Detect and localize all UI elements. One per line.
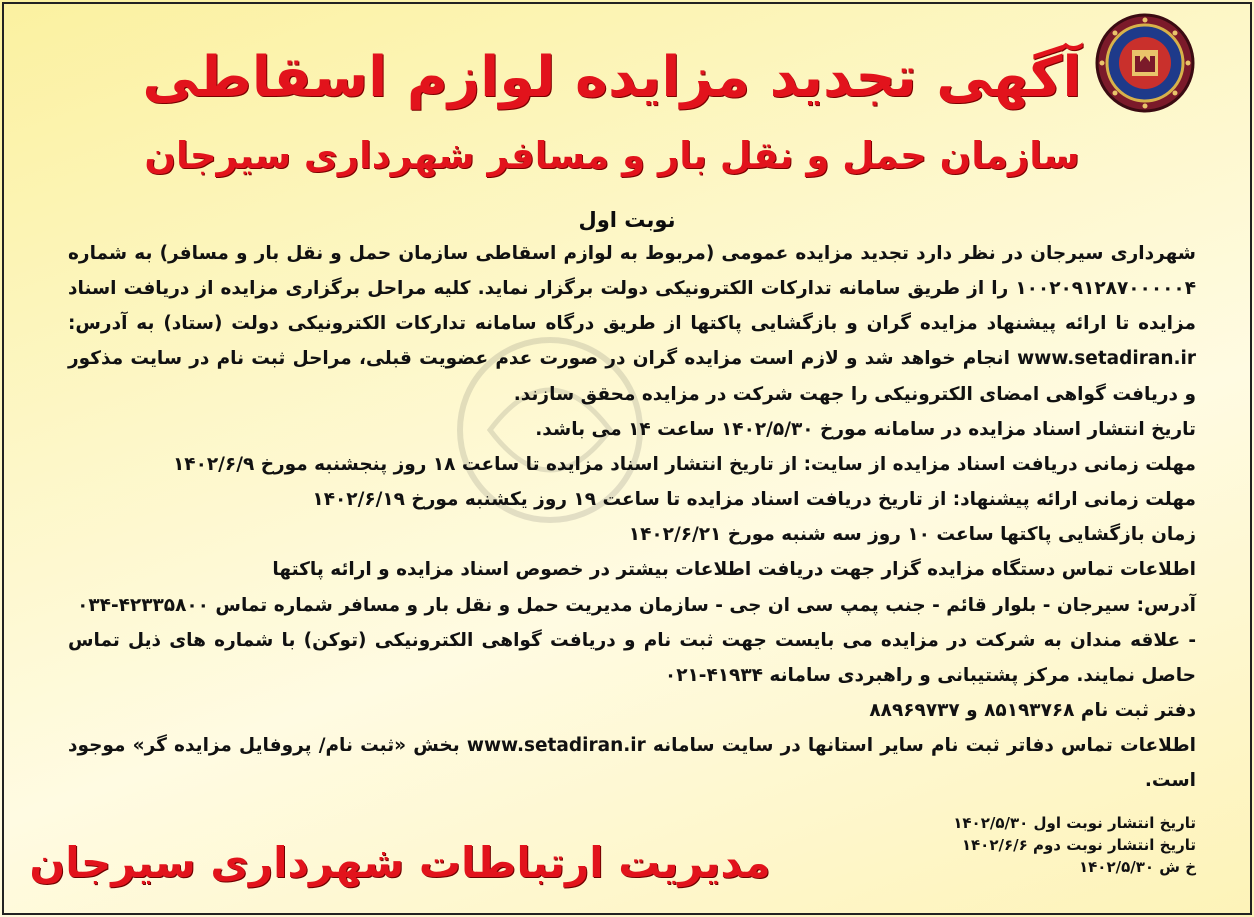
bid-deadline-line: مهلت زمانی ارائه پیشنهاد: از تاریخ دریافت اسناد مزایده تا ساعت ۱۹ روز یکشنبه مورخ ۱۴۰۲/۶/۱۹ bbox=[312, 489, 1196, 511]
notice-title-line-2: سازمان حمل و نقل بار و مسافر شهرداری سیرجان bbox=[144, 134, 1080, 177]
signature: مدیریت ارتباطات شهرداری سیرجان bbox=[29, 838, 771, 887]
other-provinces-text-1: اطلاعات تماس دفاتر ثبت نام سایر استانها در سایت سامانه bbox=[645, 735, 1196, 757]
registry-line: دفتر ثبت نام ۸۵۱۹۳۷۶۸ و ۸۸۹۶۹۷۳۷ bbox=[869, 700, 1196, 722]
intro-text-1: شهرداری سیرجان در نظر دارد تجدید مزایده عمومی (مربوط به لوازم اسقاطی سازمان حمل و نقل بار و مسافر) به شماره ۱۰۰۲۰۹۱۲۸۷۰۰۰۰۰۴ را از طریق سامانه تدارکات الکترونیکی دولت برگزار نماید. کلیه مراحل برگزاری مزایده از دریافت اسناد مزایده تا ارائه پیشنهاد مزایده گران و بازگشایی پاکتها از طریق درگاه سامانه تدارکات الکترونیکی دولت (ستاد) به آدرس: bbox=[68, 243, 1196, 335]
intro-text-2: انجام خواهد شد و لازم است مزایده گران در صورت عدم عضویت قبلی، مراحل ثبت نام در سایت مذکور و دریافت گواهی امضای الکترونیکی را جهت شرکت در مزایده محقق سازند. bbox=[68, 348, 1196, 405]
token-paragraph: - علاقه مندان به شرکت در مزایده می بایست جهت ثبت نام و دریافت گواهی الکترونیکی (توکن) با شماره های ذیل تماس حاصل نمایند. مرکز پشتیبانی و راهبردی سامانه ۴۱۹۳۴-۰۲۱ bbox=[68, 629, 1196, 686]
round-label: نوبت اول bbox=[578, 208, 676, 232]
other-provinces-url: www.setadiran.ir bbox=[466, 735, 646, 757]
notice-body bbox=[68, 236, 1196, 799]
notice-code: خ ش ۱۴۰۲/۵/۳۰ bbox=[1079, 858, 1196, 876]
notice-title-line-1: آگهی تجدید مزایده لوازم اسقاطی bbox=[142, 45, 1082, 110]
publication-dates bbox=[953, 812, 1196, 878]
municipality-logo bbox=[1094, 12, 1196, 114]
contact-title-line: اطلاعات تماس دستگاه مزایده گزار جهت دریافت اطلاعات بیشتر در خصوص اسناد مزایده و ارائه پاکتها bbox=[272, 559, 1196, 581]
first-publication-date: تاریخ انتشار نوبت اول ۱۴۰۲/۵/۳۰ bbox=[953, 814, 1196, 832]
address-line: آدرس: سیرجان - بلوار قائم - جنب پمپ سی ان جی - سازمان مدیریت حمل و نقل بار و مسافر شماره تماس ۴۲۳۳۵۸۰۰-۰۳۴ bbox=[77, 594, 1196, 616]
intro-paragraph bbox=[68, 236, 1196, 412]
setad-url: www.setadiran.ir bbox=[1017, 348, 1196, 370]
second-publication-date: تاریخ انتشار نوبت دوم ۱۴۰۲/۶/۶ bbox=[961, 836, 1196, 854]
other-provinces-text-2: بخش «ثبت نام/ پروفایل مزایده گر» موجود است. bbox=[68, 735, 1196, 792]
opening-time-line: زمان بازگشایی پاکتها ساعت ۱۰ روز سه شنبه مورخ ۱۴۰۲/۶/۲۱ bbox=[628, 524, 1196, 546]
other-provinces-line bbox=[68, 728, 1196, 798]
document-deadline-line: مهلت زمانی دریافت اسناد مزایده از سایت: از تاریخ انتشار اسناد مزایده تا ساعت ۱۸ روز پنجشنبه مورخ ۱۴۰۲/۶/۹ bbox=[172, 453, 1196, 475]
publish-date-line: تاریخ انتشار اسناد مزایده در سامانه مورخ ۱۴۰۲/۵/۳۰ ساعت ۱۴ می باشد. bbox=[535, 418, 1196, 440]
